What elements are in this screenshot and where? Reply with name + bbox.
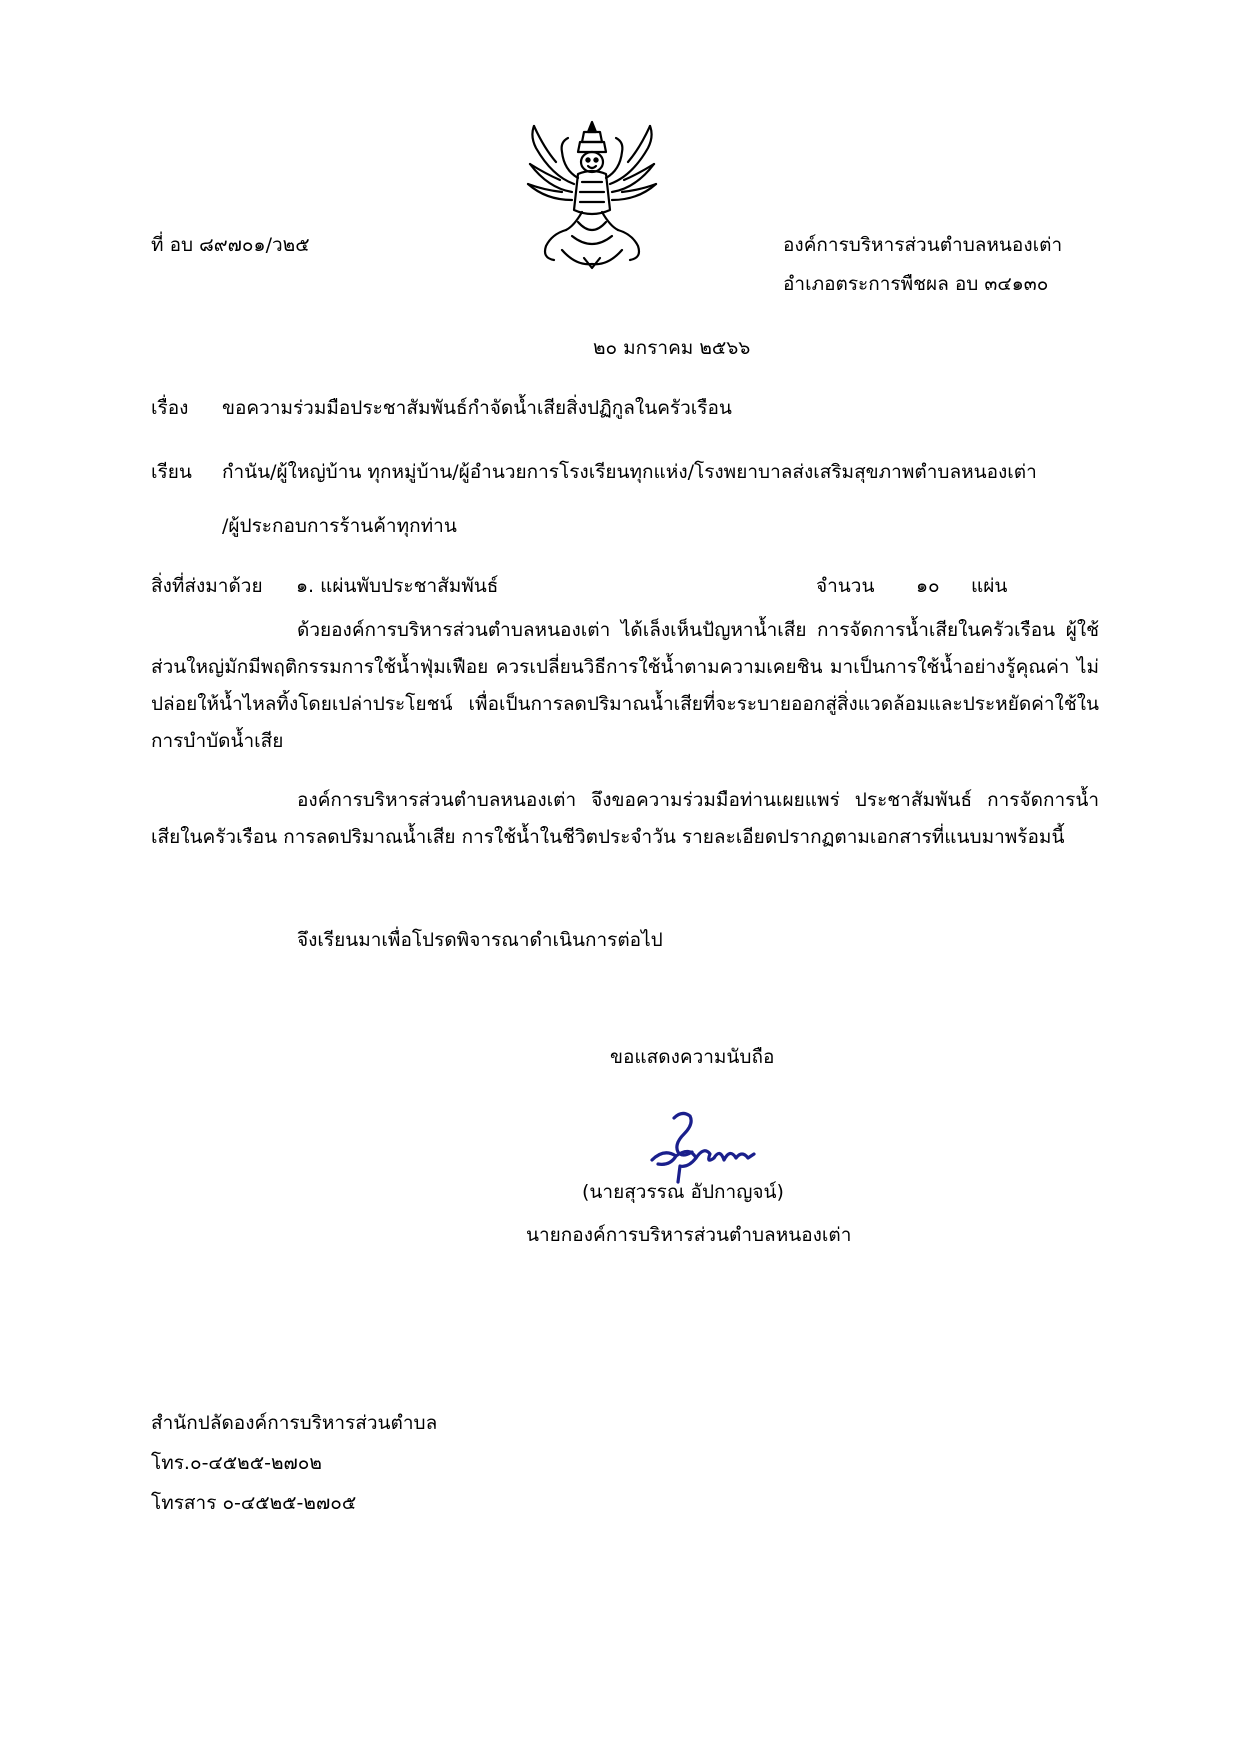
closing-request: จึงเรียนมาเพื่อโปรดพิจารณาดำเนินการต่อไป	[297, 929, 663, 951]
footer-phone: โทร.๐-๔๕๒๕-๒๗๐๒	[151, 1452, 322, 1474]
enclosure-quantity-label: จำนวน	[816, 575, 875, 597]
document-date: ๒๐ มกราคม ๒๕๖๖	[593, 337, 751, 359]
body-paragraph-2: องค์การบริหารส่วนตำบลหนองเต่า จึงขอความร่วมมือท่านเผยแพร่ ประชาสัมพันธ์ การจัดการน้ำเสียในครัวเรือน การลดปริมาณน้ำเสีย การใช้น้ำในชีวิตประจำวัน รายละเอียดปรากฏตามเอกสารที่แนบมาพร้อมนี้	[151, 789, 1099, 848]
subject-text: ขอความร่วมมือประชาสัมพันธ์กำจัดน้ำเสียสิ่งปฏิกูลในครัวเรือน	[222, 397, 732, 419]
footer-office: สำนักปลัดองค์การบริหารส่วนตำบล	[151, 1412, 438, 1434]
footer-fax: โทรสาร ๐-๔๕๒๕-๒๗๐๕	[151, 1492, 357, 1514]
document-number: ที่ อบ ๘๙๗๐๑/ว๒๕	[151, 234, 310, 256]
recipient-line-2: /ผู้ประกอบการร้านค้าทุกท่าน	[222, 515, 457, 537]
closing-salutation: ขอแสดงความนับถือ	[610, 1046, 775, 1068]
garuda-emblem-icon	[522, 118, 662, 270]
subject-label: เรื่อง	[151, 397, 189, 419]
recipient-label: เรียน	[151, 461, 192, 483]
org-name: องค์การบริหารส่วนตำบลหนองเต่า	[783, 234, 1063, 256]
body-paragraph-1: ด้วยองค์การบริหารส่วนตำบลหนองเต่า ได้เล็งเห็นปัญหาน้ำเสีย การจัดการน้ำเสียในครัวเรือน ผู้ใช้ส่วนใหญ่มักมีพฤติกรรมการใช้น้ำฟุ่มเฟือย ควรเปลี่ยนวิธีการใช้น้ำตามความเคยชิน มาเป็นการใช้น้ำอย่างรู้คุณค่า ไม่ปล่อยให้น้ำไหลทิ้งโดยเปล่าประโยชน์ เพื่อเป็นการลดปริมาณน้ำเสียที่จะระบายออกสู่สิ่งแวดล้อมและประหยัดค่าใช้ในการบำบัดน้ำเสีย	[151, 619, 1099, 752]
enclosure-quantity-unit: แผ่น	[971, 575, 1008, 597]
org-address: อำเภอตระการพืชผล อบ ๓๔๑๓๐	[783, 273, 1049, 295]
recipient-line-1: กำนัน/ผู้ใหญ่บ้าน ทุกหมู่บ้าน/ผู้อำนวยการโรงเรียนทุกแห่ง/โรงพยาบาลส่งเสริมสุขภาพตำบลหนองเต่า	[222, 461, 1037, 483]
enclosure-quantity-value: ๑๐	[916, 575, 940, 597]
enclosure-item: ๑. แผ่นพับประชาสัมพันธ์	[296, 575, 499, 597]
handwritten-signature	[630, 1108, 770, 1188]
enclosure-label: สิ่งที่ส่งมาด้วย	[151, 575, 263, 597]
signer-name: (นายสุวรรณ อัปกาญจน์)	[582, 1181, 784, 1203]
signer-title: นายกองค์การบริหารส่วนตำบลหนองเต่า	[526, 1224, 852, 1246]
